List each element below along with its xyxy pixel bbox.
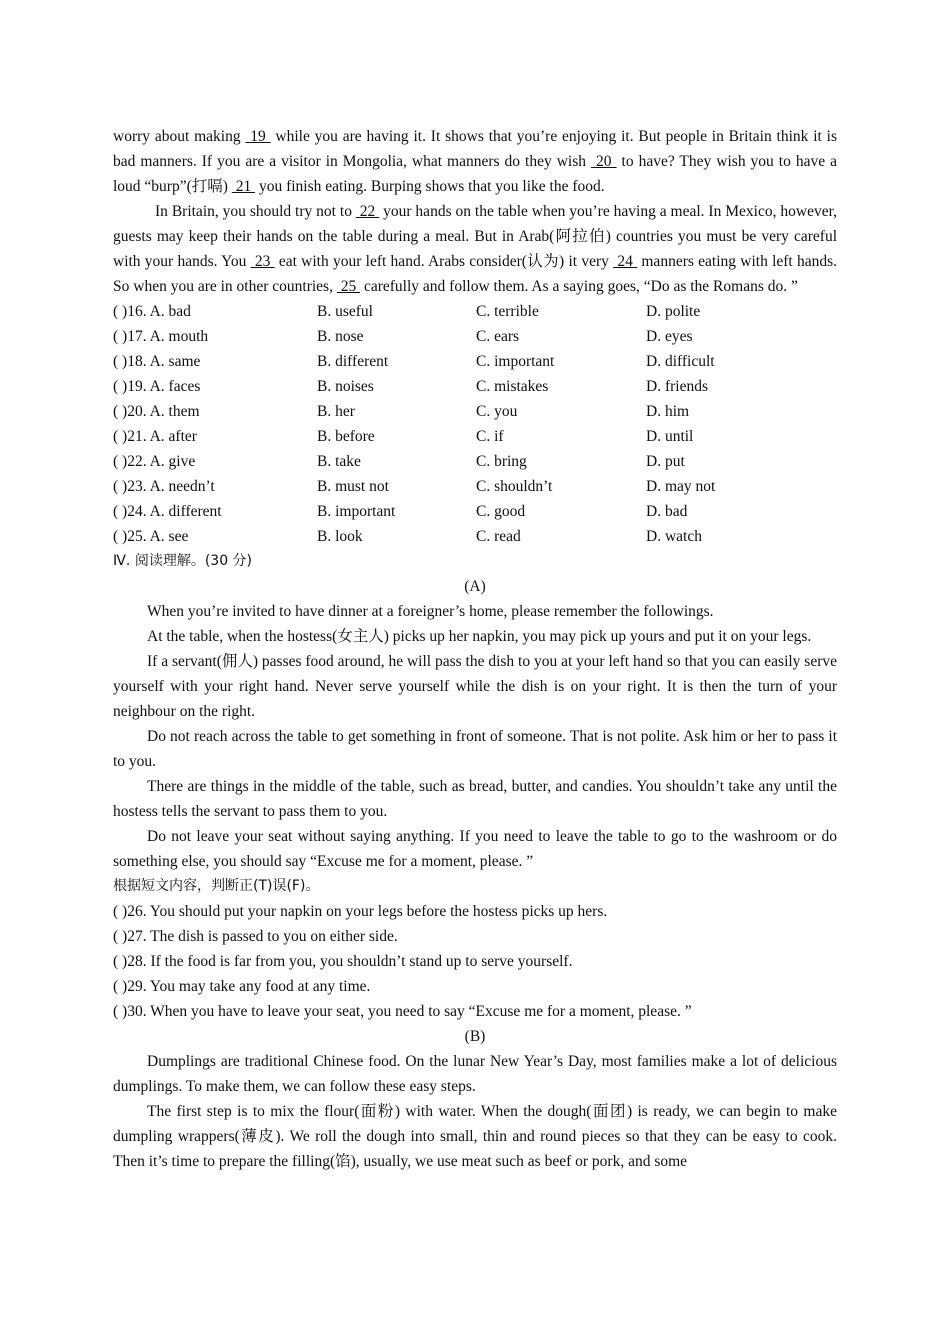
blank-25: 25: [336, 278, 361, 295]
option-c: C. if: [476, 428, 504, 445]
option-d: D. bad: [646, 503, 688, 520]
option-b: B. noises: [317, 378, 374, 395]
question-stem: ( )17. A. mouth: [113, 328, 209, 345]
tf-question: ( )29. You may take any food at any time.: [113, 978, 371, 995]
blank-19: 19: [245, 128, 271, 145]
option-b: B. useful: [317, 303, 373, 320]
passage-a-paragraph: There are things in the middle of the table, such as bread, butter, and candies. You shouldn’t take any until the hostess tells the servant to pass them to you.: [113, 778, 837, 820]
passage-a-paragraph: Do not reach across the table to get something in front of someone. That is not polite. Ask him or her to pass it to you.: [113, 728, 837, 770]
text-run: while you are having it. It shows that you’re enjoying it. But people in Britain think it is bad manners. If you are a visitor in Mongolia, what manners do they wish: [113, 128, 837, 170]
option-d: D. friends: [646, 378, 708, 395]
option-b: B. her: [317, 403, 355, 420]
option-d: D. until: [646, 428, 694, 445]
option-d: D. him: [646, 403, 690, 420]
passage-b-paragraph: The first step is to mix the flour(面粉) with water. When the dough(面团) is ready, we can begin to make dumpling wrappers(薄皮). We roll the dough into small, thin and round pieces so that they can be easy to cook. Then it’s time to prepare the filling(馅), usually, we use meat such as beef or pork, and some: [113, 1103, 837, 1170]
option-c: C. terrible: [476, 303, 539, 320]
tf-question: ( )26. You should put your napkin on your legs before the hostess picks up hers.: [113, 903, 608, 920]
cloze-paragraph-1: [113, 124, 837, 199]
option-c: C. important: [476, 353, 555, 370]
passage-a-paragraph: At the table, when the hostess(女主人) picks up her napkin, you may pick up yours and put it on your legs.: [147, 628, 812, 645]
option-d: D. eyes: [646, 328, 693, 345]
option-b: B. must not: [317, 478, 389, 495]
question-row: [113, 524, 837, 549]
blank-22: 22: [355, 203, 380, 220]
passage-b-label: (B): [464, 1028, 486, 1045]
question-row: [113, 374, 837, 399]
question-row: [113, 424, 837, 449]
tf-question: ( )27. The dish is passed to you on either side.: [113, 928, 398, 945]
tf-question: ( )30. When you have to leave your seat, you need to say “Excuse me for a moment, please. ”: [113, 1003, 692, 1020]
question-stem: ( )21. A. after: [113, 428, 197, 445]
text-run: carefully and follow them. As a saying goes, “Do as the Romans do. ”: [360, 278, 798, 295]
text-run: eat with your left hand. Arabs consider(认为) it very: [274, 253, 614, 270]
exam-page: [113, 124, 837, 1174]
option-d: D. polite: [646, 303, 701, 320]
question-row: [113, 349, 837, 374]
option-d: D. may not: [646, 478, 716, 495]
passage-a-label: (A): [464, 578, 486, 595]
option-d: D. difficult: [646, 353, 715, 370]
passage-a-paragraph: If a servant(佣人) passes food around, he will pass the dish to you at your left hand so that you can easily serve yourself with your right hand. Never serve yourself while the dish is on your right. It is then the turn of your neighbour on the right.: [113, 653, 838, 720]
option-c: C. ears: [476, 328, 520, 345]
text-run: your hands on the table when you’re having a meal. In Mexico, however, guests may keep their hands on the table during a meal. But in Arab(阿拉伯) countries you must be very careful with your hands. You: [113, 203, 837, 270]
section-heading: Ⅳ. 阅读理解。(30 分): [113, 553, 253, 569]
text-run: to have? They wish you to have a loud “burp”(打嗝): [113, 153, 837, 195]
passage-a-paragraph: Do not leave your seat without saying anything. If you need to leave the table to go to the washroom or do something else, you should say “Excuse me for a moment, please. ”: [113, 828, 837, 870]
question-stem: ( )23. A. needn’t: [113, 478, 215, 495]
option-b: B. important: [317, 503, 396, 520]
option-d: D. watch: [646, 528, 702, 545]
blank-21: 21: [231, 178, 256, 195]
text-run: manners eating with left hands. So when you are in other countries,: [113, 253, 838, 295]
question-stem: ( )22. A. give: [113, 453, 196, 470]
option-c: C. read: [476, 528, 521, 545]
option-b: B. before: [317, 428, 375, 445]
passage-b-paragraph: Dumplings are traditional Chinese food. On the lunar New Year’s Day, most families make a lot of delicious dumplings. To make them, we can follow these easy steps.: [113, 1053, 837, 1095]
question-stem: ( )18. A. same: [113, 353, 201, 370]
tf-question: ( )28. If the food is far from you, you shouldn’t stand up to serve yourself.: [113, 953, 573, 970]
option-c: C. good: [476, 503, 526, 520]
option-c: C. shouldn’t: [476, 478, 553, 495]
text-run: you finish eating. Burping shows that you like the food.: [255, 178, 605, 195]
question-row: [113, 449, 837, 474]
question-stem: ( )16. A. bad: [113, 303, 191, 320]
question-stem: ( )24. A. different: [113, 503, 222, 520]
option-c: C. mistakes: [476, 378, 549, 395]
question-row: [113, 474, 837, 499]
cloze-question-list: [113, 299, 837, 549]
cloze-paragraph-2: [113, 199, 837, 299]
question-stem: ( )25. A. see: [113, 528, 189, 545]
blank-24: 24: [613, 253, 638, 270]
option-b: B. nose: [317, 328, 364, 345]
text-run: In Britain, you should try not to: [155, 203, 356, 220]
question-row: [113, 324, 837, 349]
blank-20: 20: [591, 153, 617, 170]
option-c: C. bring: [476, 453, 527, 470]
option-d: D. put: [646, 453, 685, 470]
question-row: [113, 299, 837, 324]
option-c: C. you: [476, 403, 518, 420]
question-row: [113, 499, 837, 524]
question-stem: ( )19. A. faces: [113, 378, 201, 395]
blank-23: 23: [250, 253, 275, 270]
option-b: B. look: [317, 528, 363, 545]
question-stem: ( )20. A. them: [113, 403, 200, 420]
true-false-instruction: 根据短文内容，判断正(T)误(F)。: [113, 878, 320, 894]
option-b: B. take: [317, 453, 361, 470]
question-row: [113, 399, 837, 424]
passage-a-paragraph: When you’re invited to have dinner at a foreigner’s home, please remember the followings.: [147, 603, 714, 620]
text-run: worry about making: [113, 128, 246, 145]
option-b: B. different: [317, 353, 389, 370]
